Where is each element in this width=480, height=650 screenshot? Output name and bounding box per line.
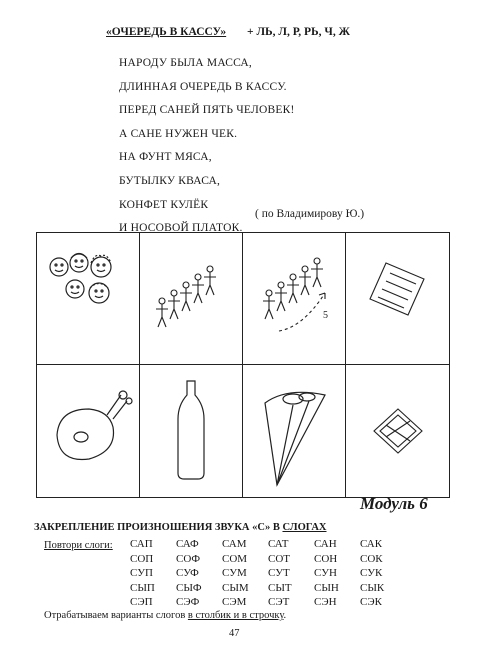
syllable: СОК [360,552,383,565]
syllable: СУМ [222,567,247,580]
syllable: СЫМ [222,581,249,594]
syllable: СЫП [130,581,155,594]
handkerchief-icon [346,365,449,497]
syllable: СУК [360,567,383,580]
poem-line: И НОСОВОЙ ПЛАТОК. [119,222,243,235]
picture-cell [243,233,346,365]
poem-title-name: «ОЧЕРЕДЬ В КАССУ» [106,26,227,38]
syllable: СЭТ [268,596,290,609]
section-heading [34,522,327,533]
syllable: САК [360,538,383,551]
syllable: САН [314,538,337,551]
picture-cell [37,233,140,365]
poem-line: НАРОДУ БЫЛА МАССА, [119,57,252,69]
picture-cell [346,233,449,365]
syllable: САТ [268,538,289,551]
syllable: СУТ [268,567,290,580]
poem-title [106,26,350,38]
page-number: 47 [229,628,240,639]
syllable: СЫФ [176,581,202,594]
poem-attribution: ( по Владимирову Ю.) [255,208,365,220]
syllable: СЫК [360,581,385,594]
syllable-row [130,566,406,581]
people-queue-icon [140,233,243,365]
syllable-row [130,537,406,552]
syllable-row [130,595,406,610]
syllable: СОП [130,552,154,565]
poem-line: А САНЕ НУЖЕН ЧЕК. [119,127,238,140]
module-heading: Модуль 6 [360,494,428,513]
ham-icon [37,365,140,497]
syllable: СЭН [314,596,337,609]
practice-instruction [44,610,286,621]
syllable: САМ [222,538,247,551]
syllable: СОФ [176,552,201,565]
repeat-label: Повтори слоги: [44,540,113,551]
syllable: СУН [314,567,337,580]
practice-underlined: в столбик и в строчку [187,610,284,621]
syllable: САФ [176,538,199,551]
syllable: СЫТ [268,581,292,594]
syllable: СЭК [360,596,382,609]
syllable-row [130,552,406,567]
syllable: СЭП [130,596,153,609]
poem-line: НА ФУНТ МЯСА, [119,151,212,164]
practice-text: Отрабатываем варианты слогов [44,610,186,621]
poem-line: БУТЫЛКУ КВАСА, [119,174,221,187]
poem-line: ДЛИННАЯ ОЧЕРЕДЬ В КАССУ. [119,80,287,93]
candy-bag-icon [243,365,346,497]
poem-line: ПЕРЕД САНЕЙ ПЯТЬ ЧЕЛОВЕК! [119,104,295,117]
syllable: СУФ [176,567,199,580]
queue-number: 5 [323,310,328,321]
practice-period: . [283,610,287,621]
poem-title-sounds: + ЛЬ, Л, Р, РЬ, Ч, Ж [247,26,350,38]
syllable: СОТ [268,552,290,565]
syllable: СОН [314,552,338,565]
faces-icon [37,233,140,365]
syllable: СУП [130,567,153,580]
picture-cell [140,233,243,365]
poem-line: КОНФЕТ КУЛЁК [119,198,209,211]
picture-cell [243,365,346,497]
queue-five-icon [243,233,346,365]
syllable-table [130,537,406,610]
section-heading-text: ЗАКРЕПЛЕНИЕ ПРОИЗНОШЕНИЯ ЗВУКА «С» В [34,522,280,533]
picture-cell [346,365,449,497]
syllable: СЭМ [222,596,247,609]
syllable: СЭФ [176,596,200,609]
picture-cell [37,365,140,497]
picture-grid [36,232,450,498]
syllable-row [130,581,406,596]
syllable: СОМ [222,552,248,565]
picture-cell [140,365,243,497]
syllable: СЫН [314,581,339,594]
bottle-icon [140,365,243,497]
receipt-icon [346,233,449,365]
section-heading-underlined: СЛОГАХ [282,522,327,533]
syllable: САП [130,538,153,551]
